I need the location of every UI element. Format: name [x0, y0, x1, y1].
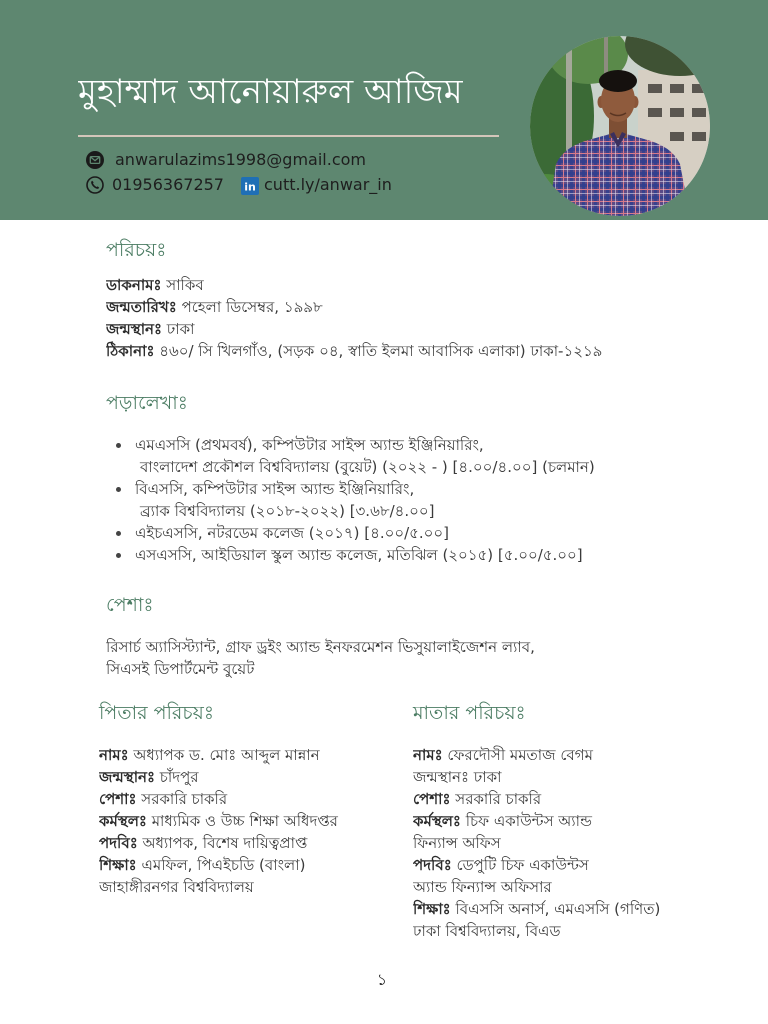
father-details: [99, 744, 399, 898]
father-birthplace-label: জন্মস্থানঃ: [99, 768, 156, 786]
mother-designation-continuation: অ্যান্ড ফিন্যান্স অফিসার: [413, 878, 552, 896]
education-line: বাংলাদেশ প্রকৌশল বিশ্ববিদ্যালয় (বুয়েট) (২০২২ - ) [৪.০০/৪.০০] (চলমান): [140, 458, 595, 476]
mother-name-label: নামঃ: [413, 746, 443, 764]
mother-occupation-value: সরকারি চাকরি: [455, 790, 542, 808]
mother-education-value: বিএসসি অনার্স, এমএসসি (গণিত): [455, 900, 661, 918]
mother-name-value: ফেরদৌসী মমতাজ বেগম: [447, 746, 593, 764]
education-line: এইচএসসি, নটরডেম কলেজ (২০১৭) [৪.০০/৫.০০]: [135, 524, 450, 542]
phone-row: [86, 175, 516, 195]
father-designation-value: অধ্যাপক, বিশেষ দায়িত্বপ্রাপ্ত: [142, 834, 308, 852]
phone-number: 01956367257: [112, 175, 224, 194]
birthplace-row: [106, 318, 746, 340]
envelope-icon: [86, 151, 104, 169]
father-name-row: [99, 744, 399, 766]
education-line: এসএসসি, আইডিয়াল স্কুল অ্যান্ড কলেজ, মতিঝিল (২০১৫) [৫.০০/৫.০০]: [135, 546, 583, 564]
full-name: মুহাম্মাদ আনোয়ারুল আজিম: [78, 72, 463, 112]
birthdate-label: জন্মতারিখঃ: [106, 298, 177, 316]
education-line: এমএসসি (প্রথমবর্ষ), কম্পিউটার সাইন্স অ্যান্ড ইঞ্জিনিয়ারিং,: [135, 436, 484, 454]
bullet: [116, 531, 121, 536]
nickname-label: ডাকনামঃ: [106, 276, 162, 294]
father-education-value: এমফিল, পিএইচডি (বাংলা): [141, 856, 306, 874]
mother-designation-row: [413, 854, 753, 876]
mother-education-continuation: ঢাকা বিশ্ববিদ্যালয়, বিএড: [413, 922, 561, 940]
profession-details: [106, 636, 746, 680]
linkedin-link[interactable]: cutt.ly/anwar_in: [264, 175, 392, 194]
phone-icon: [86, 176, 104, 194]
mother-occupation-row: [413, 788, 753, 810]
intro-heading: পরিচয়ঃ: [106, 239, 167, 261]
mother-workplace-row: [413, 810, 753, 832]
education-list: [116, 434, 756, 566]
father-birthplace-row: [99, 766, 399, 788]
mother-birthplace-label: জন্মস্থানঃ: [413, 768, 470, 786]
father-workplace-row: [99, 810, 399, 832]
profession-line: রিসার্চ অ্যাসিস্ট্যান্ট, গ্রাফ ড্রইং অ্যান্ড ইনফরমেশন ভিসুয়ালাইজেশন ল্যাব,: [106, 638, 535, 656]
email-link[interactable]: anwarulazims1998@gmail.com: [115, 150, 366, 169]
mother-name-row: [413, 744, 753, 766]
email-row: [86, 150, 516, 170]
education-line: বিএসসি, কম্পিউটার সাইন্স অ্যান্ড ইঞ্জিনিয়ারিং,: [135, 480, 415, 498]
father-designation-label: পদবিঃ: [99, 834, 138, 852]
education-line: ব্র্যাক বিশ্ববিদ্যালয় (২০১৮-২০২২) [৩.৬৮/৪.০০]: [140, 502, 435, 520]
nickname-value: সাকিব: [166, 276, 204, 294]
mother-details: [413, 744, 753, 942]
list-item: [116, 544, 756, 566]
mother-workplace-continuation: ফিন্যান্স অফিস: [413, 834, 501, 852]
address-label: ঠিকানাঃ: [106, 342, 155, 360]
list-item: [116, 434, 756, 478]
father-education-continuation: জাহাঙ্গীরনগর বিশ্ববিদ্যালয়: [99, 878, 254, 896]
mother-designation-value: ডেপুটি চিফ একাউন্টস: [456, 856, 589, 874]
linkedin-icon: [241, 177, 259, 195]
father-name-label: নামঃ: [99, 746, 129, 764]
birthplace-label: জন্মস্থানঃ: [106, 320, 163, 338]
profession-line: সিএসই ডিপার্টমেন্ট বুয়েট: [106, 660, 255, 678]
mother-occupation-label: পেশাঃ: [413, 790, 451, 808]
mother-birthplace-row: [413, 766, 753, 788]
father-birthplace-value: চাঁদপুর: [159, 768, 199, 786]
list-item: [116, 478, 756, 522]
profession-heading: পেশাঃ: [106, 594, 154, 616]
bullet: [116, 443, 121, 448]
father-name-value: অধ্যাপক ড. মোঃ আব্দুল মান্নান: [133, 746, 320, 764]
page-number: ১: [376, 970, 388, 989]
profile-photo: [530, 36, 710, 216]
bullet: [116, 553, 121, 558]
father-occupation-label: পেশাঃ: [99, 790, 137, 808]
father-workplace-value: মাধ্যমিক ও উচ্চ শিক্ষা অধিদপ্তর: [151, 812, 338, 830]
list-item: [116, 522, 756, 544]
nickname-row: [106, 274, 746, 296]
address-row: [106, 340, 746, 362]
mother-workplace-label: কর্মস্থলঃ: [413, 812, 461, 830]
father-education-label: শিক্ষাঃ: [99, 856, 137, 874]
father-education-row: [99, 854, 399, 876]
mother-heading: মাতার পরিচয়ঃ: [413, 702, 526, 724]
father-heading: পিতার পরিচয়ঃ: [99, 702, 214, 724]
bullet: [116, 487, 121, 492]
education-heading: পড়ালেখাঃ: [106, 392, 188, 414]
birthplace-value: ঢাকা: [166, 320, 195, 338]
address-value: ৪৬০/ সি খিলগাঁও, (সড়ক ০৪, স্বাতি ইলমা আবাসিক এলাকা) ঢাকা-১২১৯: [159, 342, 603, 360]
father-workplace-label: কর্মস্থলঃ: [99, 812, 147, 830]
mother-birthplace-value: ঢাকা: [473, 768, 502, 786]
mother-education-row: [413, 898, 753, 920]
father-occupation-row: [99, 788, 399, 810]
linkedin-badge-text: in: [244, 180, 256, 194]
mother-workplace-value: চিফ একাউন্টস অ্যান্ড: [465, 812, 592, 830]
father-occupation-value: সরকারি চাকরি: [141, 790, 228, 808]
mother-education-label: শিক্ষাঃ: [413, 900, 451, 918]
mother-designation-label: পদবিঃ: [413, 856, 452, 874]
father-designation-row: [99, 832, 399, 854]
birthdate-row: [106, 296, 746, 318]
header-banner: [0, 0, 768, 220]
name-divider: [78, 135, 499, 137]
birthdate-value: পহেলা ডিসেম্বর, ১৯৯৮: [181, 298, 323, 316]
intro-details: [106, 274, 746, 362]
